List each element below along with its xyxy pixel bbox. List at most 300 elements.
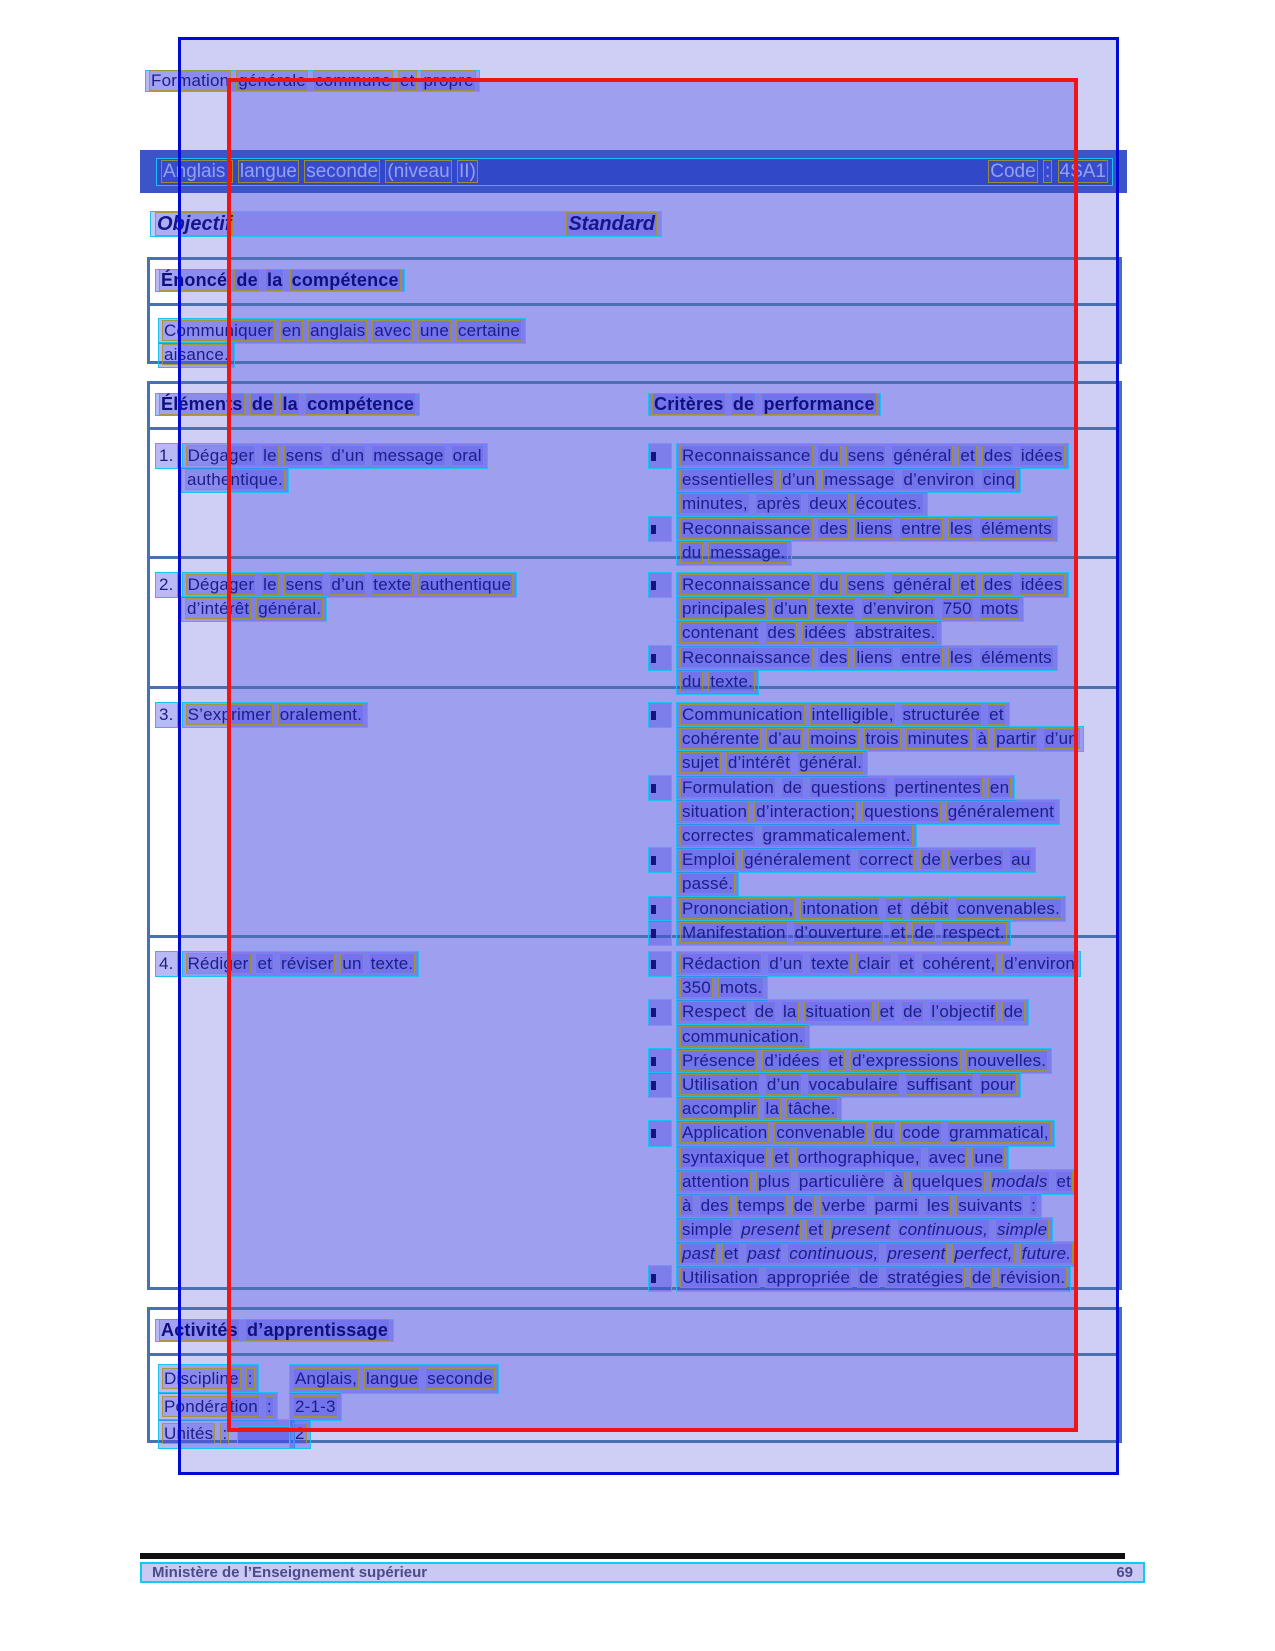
word-box: modals xyxy=(991,1171,1048,1191)
bullet-icon xyxy=(651,1057,656,1066)
critere-line xyxy=(676,726,1084,752)
bullet-marker xyxy=(648,999,672,1025)
word-box: 350 xyxy=(682,978,711,998)
word-box: deux xyxy=(809,494,847,514)
enonce-table xyxy=(147,257,1122,364)
word-box: cohérent, xyxy=(922,954,996,973)
critere-line xyxy=(676,572,1069,598)
bullet-marker xyxy=(648,1265,672,1291)
word-box: Dégager xyxy=(187,446,255,465)
footer-band xyxy=(140,1562,1145,1583)
word-box: message xyxy=(824,470,895,490)
word-box: Standard xyxy=(568,212,655,235)
word-box: principales xyxy=(682,599,766,619)
bullet-icon xyxy=(651,1081,656,1090)
word-box: et xyxy=(399,71,415,90)
word-box: une xyxy=(974,1147,1004,1167)
word-box: continuous, xyxy=(789,1244,879,1264)
word-box: une xyxy=(420,321,449,340)
word-box: Dégager xyxy=(187,575,255,594)
course-title xyxy=(161,161,478,183)
critere-line xyxy=(676,491,928,517)
word-box: Objectif xyxy=(157,212,232,235)
word-box: essentielles xyxy=(682,470,774,490)
word-box: pertinentes xyxy=(894,777,981,797)
criteres-cell xyxy=(648,572,1069,693)
word-box: quelques xyxy=(912,1171,983,1191)
word-box: d’interaction; xyxy=(756,801,856,821)
word-box: compétence xyxy=(307,394,415,414)
word-box: verbe xyxy=(822,1195,866,1215)
word-box: la xyxy=(267,270,283,290)
col-elements-header xyxy=(155,393,420,416)
bullet-marker xyxy=(648,443,672,469)
word-box: Énoncé xyxy=(161,270,228,290)
element-line xyxy=(181,596,327,622)
word-box: sens xyxy=(847,446,885,465)
critere-line xyxy=(676,871,739,897)
element-cell xyxy=(155,572,517,620)
word-box: structurée xyxy=(902,705,981,724)
word-box: 750 xyxy=(942,599,972,619)
bullet-marker xyxy=(648,1048,672,1074)
word-box: de xyxy=(903,1002,923,1022)
word-box: texte xyxy=(373,575,412,594)
word-box: Rédiger xyxy=(187,954,249,973)
word-box: present xyxy=(887,1244,946,1264)
word-box: clair xyxy=(857,954,891,973)
standard-label xyxy=(566,213,657,236)
word-box: de xyxy=(793,1195,814,1215)
word-box: Critères xyxy=(654,394,724,414)
word-box: général xyxy=(893,446,952,465)
word-box: texte. xyxy=(370,954,414,973)
word-box: abstraites. xyxy=(854,623,936,643)
word-box: anglais xyxy=(310,321,366,340)
word-box: d’environ xyxy=(863,599,934,619)
bullet-marker xyxy=(648,896,672,922)
enonce-body xyxy=(150,306,1119,366)
word-box: parmi xyxy=(874,1195,919,1215)
word-box: performance xyxy=(763,394,875,414)
word-box: perfect, xyxy=(954,1244,1013,1264)
word-box: d’environ xyxy=(903,470,975,490)
bullet-marker xyxy=(648,847,672,873)
top-label xyxy=(145,70,480,92)
word-box: des xyxy=(767,623,796,643)
word-box: grammaticalement. xyxy=(762,825,911,845)
word-box: Anglais, xyxy=(163,161,231,182)
word-box: Code xyxy=(990,161,1036,182)
word-box: attention xyxy=(682,1171,750,1191)
bullet-icon xyxy=(651,452,656,461)
word-box: généralement xyxy=(947,801,1055,821)
critere-line xyxy=(676,896,1066,922)
word-box: des xyxy=(819,518,848,538)
word-box: plus xyxy=(757,1171,790,1191)
word-box: et xyxy=(887,898,902,918)
word-box: Éléments xyxy=(161,394,243,414)
word-box: éléments xyxy=(981,518,1052,538)
word-box: mots xyxy=(980,599,1019,619)
bullet-icon xyxy=(651,784,656,793)
word-box: sens xyxy=(285,446,323,465)
word-box: situation xyxy=(805,1002,871,1022)
critere-line xyxy=(676,516,1058,542)
word-box: et xyxy=(899,954,914,973)
word-box: de xyxy=(1003,1002,1024,1022)
critere-line xyxy=(676,1120,1055,1146)
word-box: suivants xyxy=(958,1195,1023,1215)
word-box: pour xyxy=(980,1074,1016,1094)
enonce-line xyxy=(158,342,235,368)
word-box: Communication xyxy=(682,705,803,724)
word-box: de xyxy=(236,270,258,290)
word-box: d’apprentissage xyxy=(247,1320,389,1340)
word-box: intelligible, xyxy=(811,705,894,724)
enonce-line xyxy=(158,318,526,344)
word-box: authentique xyxy=(420,575,512,594)
word-box: present xyxy=(741,1220,800,1240)
word-box: des xyxy=(983,446,1012,465)
word-box: : xyxy=(222,1424,228,1444)
element-line xyxy=(182,443,488,469)
word-box: à xyxy=(977,729,988,749)
word-box: minutes, xyxy=(682,494,748,514)
word-box: en xyxy=(989,777,1010,797)
critere-line xyxy=(676,775,1015,801)
footer-rule xyxy=(140,1553,1125,1559)
bullet-marker xyxy=(648,775,672,801)
word-box: après xyxy=(756,494,801,514)
element-line xyxy=(182,702,369,728)
word-box: général. xyxy=(258,599,322,619)
word-box: : xyxy=(1044,161,1051,182)
word-box: les xyxy=(926,1195,950,1215)
word-box: général xyxy=(893,575,952,594)
word-box: au xyxy=(1011,850,1031,870)
element-cell xyxy=(155,951,419,975)
course-code xyxy=(988,161,1108,183)
bullet-marker xyxy=(648,645,672,671)
word-box: les xyxy=(949,647,973,667)
activites-row-discipline xyxy=(158,1364,1119,1392)
discipline-value xyxy=(289,1364,499,1394)
word-box: vocabulaire xyxy=(808,1074,898,1094)
competence-rows xyxy=(150,430,1119,1293)
word-box: réviser xyxy=(280,954,334,973)
word-box: et xyxy=(257,954,273,973)
word-box: sujet xyxy=(682,753,719,773)
word-box: future. xyxy=(1021,1244,1072,1264)
word-box: et xyxy=(828,1050,844,1070)
critere-line xyxy=(676,1024,810,1050)
word-box: et xyxy=(960,575,975,594)
bullet-marker xyxy=(648,572,672,598)
word-box: à xyxy=(893,1171,904,1191)
unites-label xyxy=(158,1419,295,1449)
activites-title xyxy=(155,1319,394,1342)
word-box: d’ouverture xyxy=(794,922,882,942)
enonce-title xyxy=(155,269,405,292)
word-box: généralement xyxy=(744,850,851,870)
word-box: d’idées xyxy=(764,1050,820,1070)
word-box: correctes xyxy=(682,825,754,845)
word-box: minutes xyxy=(907,729,969,749)
bullet-marker xyxy=(648,702,672,728)
word-box: S’exprimer xyxy=(187,705,271,724)
word-box: appropriée xyxy=(766,1268,851,1288)
word-box: compétence xyxy=(291,270,399,290)
word-box: cinq xyxy=(983,470,1016,490)
word-box: respect. xyxy=(942,922,1005,942)
row-number: 3. xyxy=(155,702,178,728)
word-box: 2 xyxy=(295,1424,305,1444)
word-box: moins xyxy=(810,729,857,749)
word-box: langue xyxy=(366,1369,419,1388)
top-label-text xyxy=(145,70,480,92)
word-box: langue xyxy=(239,161,297,182)
word-box: liens xyxy=(856,518,893,538)
course-header-line-box xyxy=(156,158,1113,186)
word-box: texte. xyxy=(710,671,754,691)
word-box: intonation xyxy=(802,898,879,918)
word-box: commune xyxy=(314,71,392,90)
critere-line xyxy=(676,1145,1009,1171)
word-box: idées xyxy=(804,623,847,643)
word-box: Manifestation xyxy=(682,922,786,942)
word-box: Prononciation, xyxy=(682,898,794,918)
critere-line xyxy=(676,620,942,646)
activites-row-ponderation xyxy=(158,1392,1119,1420)
critere-line xyxy=(676,1193,1042,1219)
word-box: Respect xyxy=(682,1002,746,1022)
word-box: les xyxy=(949,518,973,538)
activites-row-unites xyxy=(158,1419,1119,1447)
word-box: texte xyxy=(816,599,855,619)
word-box: du xyxy=(682,542,702,562)
critere-line xyxy=(676,999,1029,1025)
competence-row-2 xyxy=(150,559,1119,689)
bullet-icon xyxy=(651,654,656,663)
word-box: à xyxy=(682,1195,692,1215)
critere-line xyxy=(676,1169,1077,1195)
word-box: du xyxy=(819,446,839,465)
word-box: la xyxy=(282,394,298,414)
word-box: d’un xyxy=(331,575,365,594)
word-box: message xyxy=(373,446,444,465)
word-box: idées xyxy=(1020,575,1063,594)
critere-line xyxy=(676,799,1060,825)
word-box: seconde xyxy=(306,161,379,182)
critere-line xyxy=(676,847,1036,873)
competence-row-1 xyxy=(150,430,1119,562)
word-box: temps xyxy=(737,1195,785,1215)
word-box: past xyxy=(682,1244,715,1264)
objectif-standard-row xyxy=(150,211,662,237)
word-box: authentique. xyxy=(187,470,283,490)
word-box: de xyxy=(782,777,803,797)
word-box: Application xyxy=(682,1123,768,1143)
word-box: propre xyxy=(423,71,474,90)
word-box: correct xyxy=(859,850,913,870)
word-box: Pondération xyxy=(164,1396,258,1416)
word-box: partir xyxy=(996,729,1037,749)
bullet-icon xyxy=(651,711,656,720)
criteres-cell xyxy=(648,951,1081,1290)
word-box: (niveau xyxy=(387,161,450,182)
word-box: liens xyxy=(856,647,893,667)
word-box: le xyxy=(263,446,277,465)
word-box: mots. xyxy=(719,978,763,998)
word-box: et xyxy=(723,1244,739,1264)
word-box: de xyxy=(921,850,942,870)
criteres-cell xyxy=(648,702,1084,944)
word-box: present xyxy=(831,1220,890,1240)
word-box: avec xyxy=(928,1147,966,1167)
word-box: oralement. xyxy=(279,705,363,724)
word-box: Activités xyxy=(161,1320,238,1340)
objectif-label xyxy=(155,213,233,236)
word-box: de xyxy=(251,394,274,414)
word-box: 4SA1 xyxy=(1059,161,1106,182)
word-box: de xyxy=(914,922,934,942)
critere-line xyxy=(676,1241,1077,1267)
word-box: Reconnaissance xyxy=(682,518,811,538)
critere-line xyxy=(676,975,768,1001)
word-box: d’au xyxy=(768,729,802,749)
word-box: oral xyxy=(452,446,482,465)
critere-line xyxy=(676,702,1010,728)
unites-value xyxy=(289,1419,311,1449)
word-box: d’un xyxy=(769,954,803,973)
word-box: passé. xyxy=(682,874,734,894)
word-box: Reconnaissance xyxy=(682,647,811,667)
word-box: d’intérêt xyxy=(187,599,250,619)
row-number: 1. xyxy=(155,443,178,469)
word-box: du xyxy=(682,671,702,691)
word-box: : xyxy=(266,1396,272,1416)
word-box: Discipline xyxy=(164,1369,239,1388)
word-box: écoutes. xyxy=(855,494,922,514)
word-box: la xyxy=(782,1002,797,1022)
word-box: des xyxy=(983,575,1012,594)
word-box: communication. xyxy=(682,1026,804,1046)
word-box: Formation xyxy=(151,71,230,90)
word-box: avec xyxy=(374,321,412,340)
word-box: texte xyxy=(811,954,850,973)
critere-line xyxy=(676,645,1058,671)
word-box: verbes xyxy=(949,850,1003,870)
discipline-label xyxy=(158,1364,259,1394)
critere-line xyxy=(676,1048,1052,1074)
bullet-marker xyxy=(648,1072,672,1098)
word-box: des xyxy=(700,1195,729,1215)
element-cell xyxy=(155,443,488,491)
word-box: past xyxy=(747,1244,781,1264)
word-box: l’objectif xyxy=(931,1002,995,1022)
word-box: un xyxy=(342,954,362,973)
word-box: trois xyxy=(865,729,899,749)
row-number: 2. xyxy=(155,572,178,598)
word-box: II) xyxy=(458,161,476,182)
word-box: Utilisation xyxy=(682,1074,758,1094)
word-box: Reconnaissance xyxy=(682,446,811,465)
word-box: d’un xyxy=(782,470,816,490)
element-line xyxy=(182,572,518,598)
element-cell xyxy=(155,702,368,726)
bullet-icon xyxy=(651,960,656,969)
competence-table xyxy=(147,381,1122,1290)
critere-line xyxy=(676,443,1069,469)
bullet-icon xyxy=(651,1129,656,1138)
word-box: idées xyxy=(1020,446,1063,465)
word-box: de xyxy=(732,394,755,414)
word-box: convenable xyxy=(776,1123,866,1143)
critere-line xyxy=(676,596,1024,622)
word-box: Présence xyxy=(682,1050,756,1070)
row-number: 4. xyxy=(155,951,178,977)
competence-row-4 xyxy=(150,938,1119,1293)
word-box: accomplir xyxy=(682,1099,757,1119)
word-box: continuous, xyxy=(898,1220,989,1240)
activites-table xyxy=(147,1307,1122,1443)
ponderation-label xyxy=(158,1392,278,1422)
critere-line xyxy=(676,951,1081,977)
word-box: d’un xyxy=(774,599,808,619)
critere-line xyxy=(676,823,917,849)
word-box: situation xyxy=(682,801,748,821)
word-box: entre xyxy=(901,518,942,538)
word-box: sens xyxy=(285,575,323,594)
word-box: éléments xyxy=(981,647,1052,667)
word-box: d’expressions xyxy=(852,1050,959,1070)
word-box: général. xyxy=(799,753,863,773)
competence-row-3 xyxy=(150,689,1119,942)
word-box: de xyxy=(971,1268,992,1288)
word-box: le xyxy=(263,575,277,594)
word-box: d’un xyxy=(331,446,365,465)
course-header-bar xyxy=(140,150,1127,193)
critere-line xyxy=(676,1096,842,1122)
competence-table-header xyxy=(150,384,1119,430)
word-box: débit xyxy=(910,898,949,918)
word-box: 2-1-3 xyxy=(295,1396,336,1416)
bullet-icon xyxy=(651,525,656,534)
word-box: stratégies xyxy=(887,1268,964,1288)
element-line xyxy=(181,467,289,493)
word-box: et xyxy=(808,1220,823,1240)
bullet-marker xyxy=(648,516,672,542)
word-box: révision. xyxy=(1000,1268,1066,1288)
word-box: du xyxy=(819,575,839,594)
footer-page-number: 69 xyxy=(1116,1564,1133,1581)
activites-body xyxy=(150,1356,1119,1447)
word-box: des xyxy=(819,647,848,667)
criteres-cell xyxy=(648,443,1069,564)
word-box: générale xyxy=(238,71,307,90)
word-box: d’intérêt xyxy=(727,753,791,773)
word-box: sens xyxy=(847,575,885,594)
word-box: certaine xyxy=(457,321,521,340)
word-box: et xyxy=(960,446,975,465)
critere-line xyxy=(676,467,1021,493)
word-box: contenant xyxy=(682,623,759,643)
word-box: et xyxy=(774,1147,789,1167)
word-box: Anglais, xyxy=(295,1369,358,1388)
bullet-icon xyxy=(651,905,656,914)
word-box: Communiquer xyxy=(164,321,273,340)
